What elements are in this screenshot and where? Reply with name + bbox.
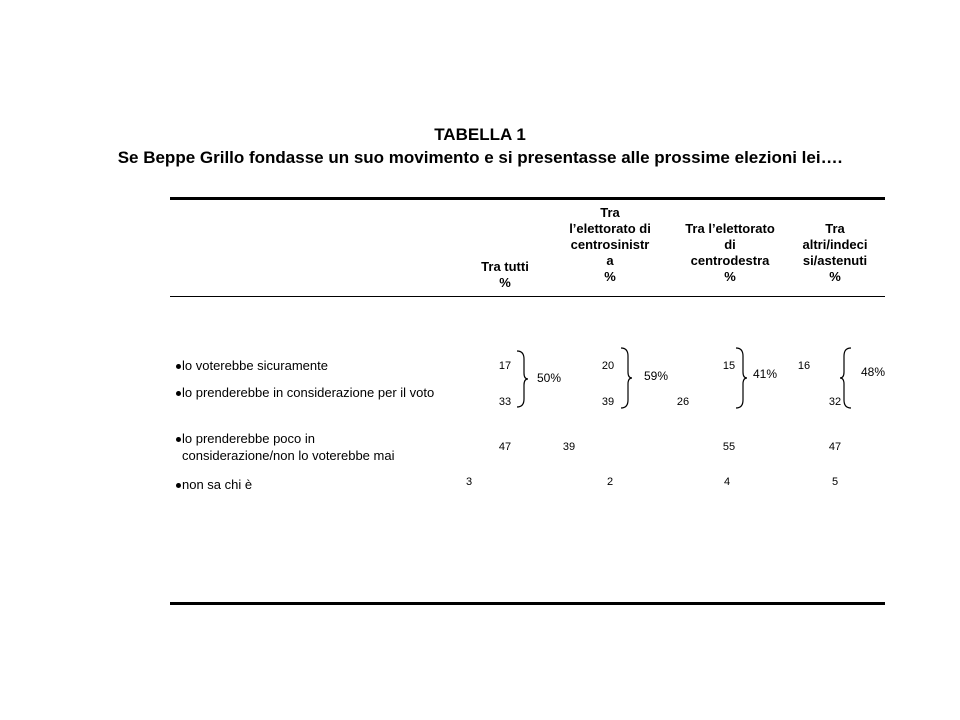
row-label-sure: lo voterebbe sicuramente	[178, 357, 448, 374]
value-cell: 3	[465, 476, 473, 488]
value-cell: 33	[498, 396, 512, 408]
value-cell: 16	[797, 360, 811, 372]
brace-total: 41%	[753, 367, 778, 381]
value-cell: 39	[601, 396, 615, 408]
bullet-icon	[176, 364, 181, 369]
row-label-unknown: non sa chi è	[178, 476, 378, 493]
brace-total: 48%	[861, 365, 886, 379]
value-cell: 55	[722, 441, 736, 453]
brace-total: 59%	[644, 369, 669, 383]
value-cell: 32	[828, 396, 842, 408]
bullet-icon	[176, 483, 181, 488]
brace-total: 50%	[537, 371, 562, 385]
column-header-all: Tra tutti %	[481, 259, 529, 290]
table-title: TABELLA 1	[434, 125, 526, 144]
column-header-others: Tra altri/indeci si/astenuti %	[802, 221, 868, 284]
table-subtitle: Se Beppe Grillo fondasse un suo movimento e si presentasse alle prossime elezioni lei….	[117, 148, 843, 167]
column-header-centre-right: Tra l’elettorato di centrodestra %	[685, 221, 775, 284]
bullet-icon	[176, 391, 181, 396]
value-cell: 26	[676, 396, 690, 408]
value-cell: 17	[498, 360, 512, 372]
header-rule	[170, 296, 885, 297]
bottom-rule	[170, 602, 885, 605]
value-cell: 5	[831, 476, 839, 488]
value-cell: 4	[723, 476, 731, 488]
value-cell: 15	[722, 360, 736, 372]
row-label-consider: lo prenderebbe in considerazione per il voto	[178, 384, 448, 401]
column-header-centre-left: Tra l’elettorato di centrosinistr a %	[569, 205, 651, 284]
value-cell: 47	[828, 441, 842, 453]
value-cell: 2	[606, 476, 614, 488]
bullet-icon	[176, 437, 181, 442]
brace-icon	[839, 346, 853, 410]
brace-icon	[619, 346, 633, 410]
brace-icon	[734, 346, 748, 410]
brace-icon	[515, 349, 529, 409]
value-cell: 47	[498, 441, 512, 453]
value-cell: 20	[601, 360, 615, 372]
value-cell: 39	[562, 441, 576, 453]
row-label-unlikely: lo prenderebbe poco in considerazione/non lo voterebbe mai	[178, 430, 428, 464]
top-rule	[170, 197, 885, 200]
